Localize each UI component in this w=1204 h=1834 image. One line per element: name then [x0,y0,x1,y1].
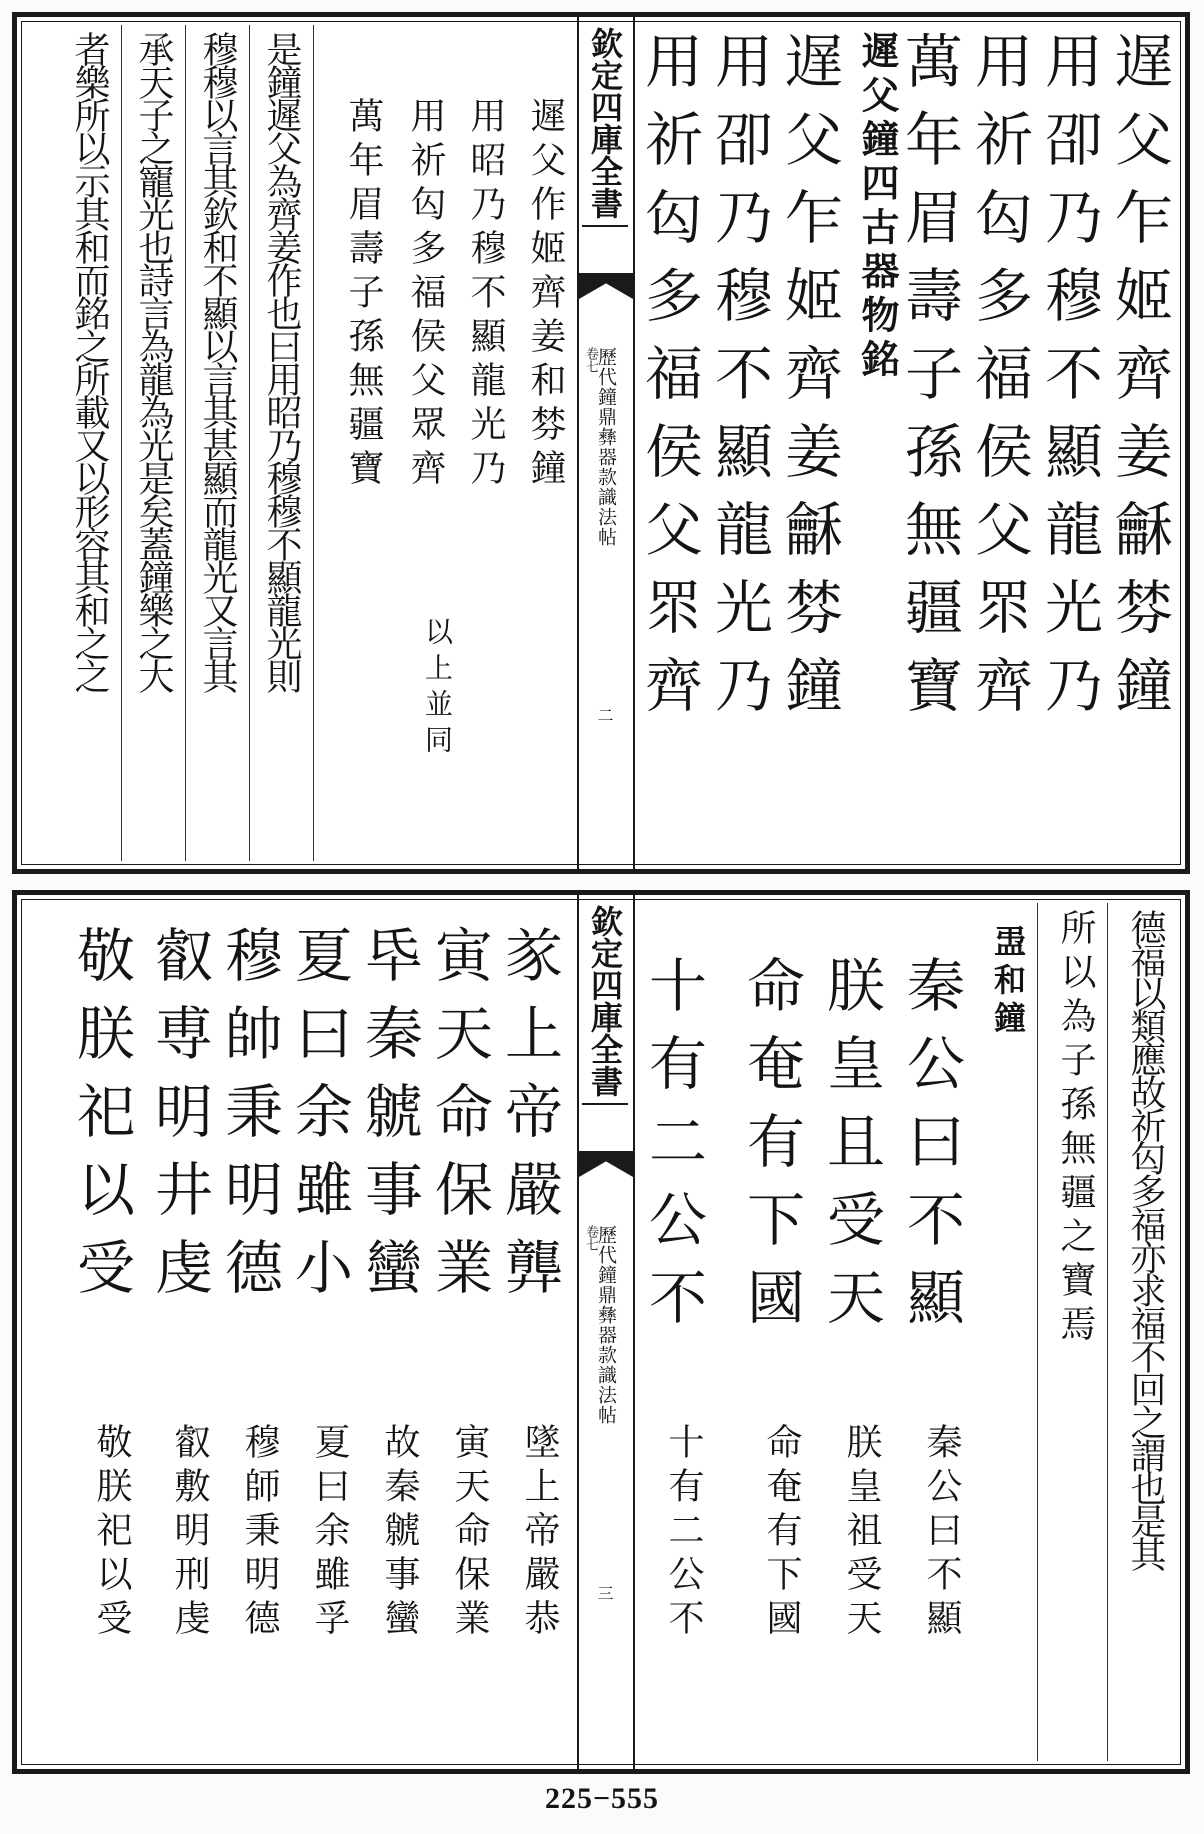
seal-column: 秦公曰不顯 [897,955,965,1345]
fishtail-ornament [579,1151,633,1177]
seal-column: 遅父乍姬齊姜龢棼鐘 [1105,31,1173,733]
spine-book-title: 歷代鐘鼎彝器款識法帖 [595,347,617,547]
page-number: 225−555 [544,1782,660,1815]
seal-column: 命奄有下國 [737,955,805,1345]
seal-column: 寅天命保業 [425,925,493,1315]
seal-column: 用祈匃多福侯父眔齊 [635,31,703,733]
transcription-column: 十有二公不 [663,1423,704,1643]
commentary-column: 所以為子孫無疆之寶焉 [1055,909,1096,1349]
column-rule [121,25,122,861]
transcription-column: 寅天命保業 [449,1423,490,1643]
commentary-column: 者樂所以示其和而銘之所載又以形容其和之之 [69,31,110,691]
bottom-page [12,890,1190,1774]
transcription-column: 墜上帝嚴恭 [519,1423,560,1643]
transcription-column: 故秦虩事蠻 [379,1423,420,1643]
transcription-column: 穆師秉明德 [239,1423,280,1643]
column-rule [313,25,314,861]
transcription-column: 秦公曰不顯 [921,1423,962,1643]
seal-column: 用祈匃多福侯父眔齊 [965,31,1033,733]
spine-leaf-number: 二 [595,707,614,723]
column-rule [185,25,186,861]
transcription-column: 用祈匃多福侯父眾齊 [405,97,446,493]
transcription-column: 萬年眉壽子孫無疆寶 [343,97,384,493]
transcription-column: 命奄有下國 [761,1423,802,1643]
seal-column: 夏曰余雖小 [285,925,353,1315]
transcription-column: 用昭乃穆不顯龍光乃 [465,97,506,493]
seal-column: 敬朕祀以受 [67,925,135,1315]
seal-column: 萬年眉壽子孫無疆寶 [895,31,963,733]
seal-column: 十有二公不 [639,955,707,1345]
top-page [12,12,1190,874]
seal-column: 氒秦虩事蠻 [355,925,423,1315]
seal-column: 穆帥秉明德 [215,925,283,1315]
commentary-column: 是鐘遲父為齊姜作也曰用昭乃穆穆不顯龍光則 [261,31,302,691]
column-rule [1037,903,1038,1761]
column-rule [1107,903,1108,1761]
spine [577,17,635,869]
seal-column: 遅父乍姬齊姜龢棼鐘 [775,31,843,733]
spine [577,895,635,1769]
spine-title: 欽定四庫全書 [582,905,628,1105]
seal-column: 用卲乃穆不顯龍光乃 [705,31,773,733]
seal-column: 朕皇且受天 [817,955,885,1345]
commentary-column: 承天子之寵光也詩言為龍為光是矣蓋鐘樂之大 [133,31,174,691]
spine-volume: 卷七 [583,347,598,373]
seal-column: 叡尃明井虔 [145,925,213,1315]
spine-leaf-number: 三 [595,1585,614,1601]
transcription-column: 夏曰余雖孚 [309,1423,350,1643]
transcription-column: 叡敷明刑虔 [169,1423,210,1643]
transcription-column: 朕皇祖受天 [841,1423,882,1643]
spine-volume: 卷七 [583,1225,598,1251]
section-heading: 盄和鐘 [989,925,1027,1039]
spine-book-title: 歷代鐘鼎彝器款識法帖 [595,1225,617,1425]
note-column: 以上並同 [421,617,454,761]
spine-title: 欽定四庫全書 [582,27,628,227]
seal-column: 㒸上帝嚴龏 [495,925,563,1315]
column-rule [249,25,250,861]
transcription-column: 敬朕祀以受 [91,1423,132,1643]
transcription-column: 遲父作姬齊姜和棼鐘 [525,97,566,493]
fishtail-ornament [579,273,633,299]
commentary-column: 穆穆以言其欽和不顯以言其甚顯而龍光又言其 [197,31,238,691]
section-heading: 遲父鐘四古器物銘 [855,31,900,383]
commentary-column: 德福以類應故祈匃多福亦求福不回之謂也是其 [1125,909,1166,1569]
seal-column: 用卲乃穆不顯龍光乃 [1035,31,1103,733]
